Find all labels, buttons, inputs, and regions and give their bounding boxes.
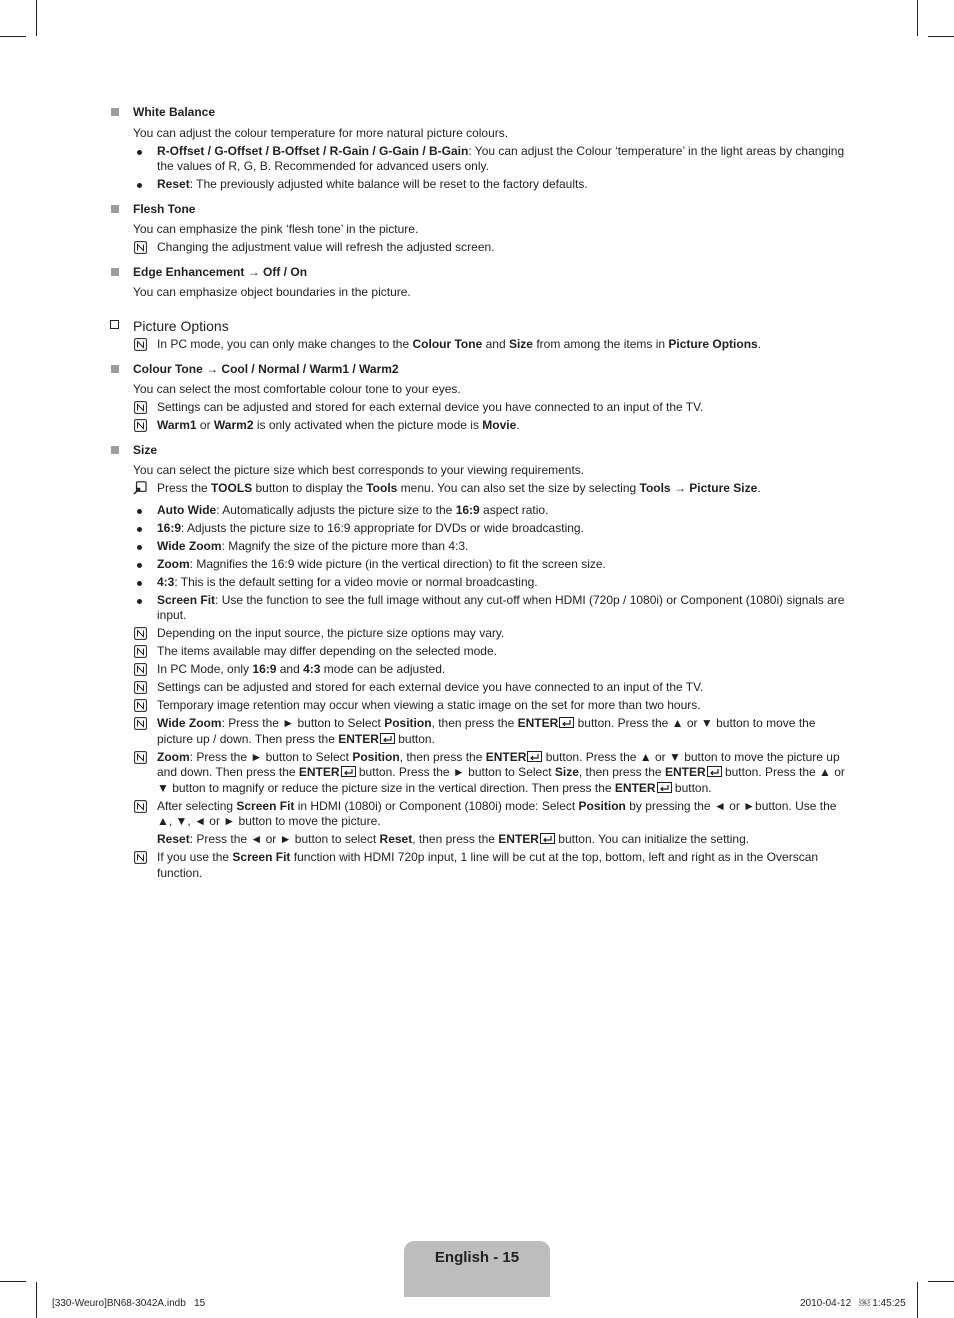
note-icon	[134, 751, 147, 764]
enter-icon	[341, 766, 356, 777]
crop-mark	[36, 0, 37, 36]
white-balance-heading: White Balance	[110, 105, 845, 121]
colour-tone-heading: Colour Tone → Cool / Normal / Warm1 / Warm2	[110, 362, 845, 378]
list-item: Auto Wide: Automatically adjusts the picture size to the 16:9 aspect ratio.	[110, 503, 845, 519]
crop-mark	[36, 1282, 37, 1318]
note-item: Warm1 or Warm2 is only activated when the picture mode is Movie.	[110, 418, 845, 434]
enter-icon	[559, 717, 574, 728]
note-item: Zoom: Press the ► button to Select Position, then press the ENTER button. Press the ▲ or ▼ button to move the picture up and down. Then press the ENTER button. Press the ► button to Select Size, then press the ENTER button. Press the ▲ or ▼ button to magnify or reduce the picture size in the vertical direction. Then press the ENTER button.	[110, 750, 845, 797]
bullet-dot-icon	[137, 563, 142, 568]
enter-icon	[657, 782, 672, 793]
square-bullet-icon	[111, 446, 119, 454]
crop-mark	[917, 1282, 918, 1318]
bullet-dot-icon	[137, 509, 142, 514]
square-bullet-icon	[111, 365, 119, 373]
note-item: Changing the adjustment value will refresh the adjusted screen.	[110, 240, 845, 256]
note-icon	[134, 645, 147, 658]
crop-mark	[928, 36, 954, 37]
size-desc: You can select the picture size which best corresponds to your viewing requirements.	[133, 463, 585, 477]
flesh-tone-heading: Flesh Tone	[110, 202, 845, 218]
square-bullet-icon	[111, 205, 119, 213]
bullet-dot-icon	[137, 527, 142, 532]
note-item: Temporary image retention may occur when viewing a static image on the set for more than two hours.	[110, 698, 845, 714]
bullet-dot-icon	[137, 545, 142, 550]
enter-icon	[527, 751, 542, 762]
crop-mark	[0, 1281, 26, 1282]
note-item: The items available may differ depending on the selected mode.	[110, 644, 845, 660]
manual-content	[110, 105, 845, 881]
edge-enhancement-desc: You can emphasize object boundaries in the picture.	[133, 285, 411, 299]
bullet-dot-icon	[137, 150, 142, 155]
white-balance-desc: You can adjust the colour temperature for more natural picture colours.	[133, 125, 509, 140]
note-icon	[134, 241, 147, 254]
note-item: Settings can be adjusted and stored for each external device you have connected to an input of the TV.	[110, 680, 845, 696]
list-item: R-Offset / G-Offset / B-Offset / R-Gain / G-Gain / B-Gain: You can adjust the Colour ‘temperature’ in the light areas by changing the values of R, G, B. Recommended for advanced users only.	[110, 144, 845, 175]
checkbox-icon	[110, 320, 119, 329]
print-slug-file: [330-Weuro]BN68-3042A.indb 15	[52, 1298, 206, 1309]
note-item: If you use the Screen Fit function with HDMI 720p input, 1 line will be cut at the top, bottom, left and right as in the Overscan function.	[110, 850, 845, 881]
note-icon	[134, 851, 147, 864]
bullet-dot-icon	[137, 581, 142, 586]
bullet-dot-icon	[137, 183, 142, 188]
crop-mark	[917, 0, 918, 36]
note-icon	[134, 419, 147, 432]
note-icon	[134, 401, 147, 414]
list-item: Wide Zoom: Magnify the size of the picture more than 4:3.	[110, 539, 845, 555]
page-number-tab	[404, 1241, 550, 1297]
tools-tip: Press the TOOLS button to display the Tools menu. You can also set the size by selecting Tools → Picture Size.	[110, 481, 845, 497]
list-item: 4:3: This is the default setting for a video movie or normal broadcasting.	[110, 575, 845, 591]
note-icon	[134, 717, 147, 730]
note-item: In PC mode, you can only make changes to the Colour Tone and Size from among the items in Picture Options.	[110, 337, 845, 353]
note-item: Settings can be adjusted and stored for each external device you have connected to an input of the TV.	[110, 400, 845, 416]
note-item: After selecting Screen Fit in HDMI (1080i) or Component (1080i) mode: Select Position by pressing the ◄ or ►button. Use the ▲, ▼, ◄ or ► button to move the picture.	[110, 799, 845, 830]
list-item: Zoom: Magnifies the 16:9 wide picture (in the vertical direction) to fit the screen size.	[110, 557, 845, 573]
colour-tone-desc: You can select the most comfortable colour tone to your eyes.	[133, 382, 461, 396]
note-icon	[134, 338, 147, 351]
size-heading: Size	[110, 443, 845, 459]
square-bullet-icon	[111, 268, 119, 276]
enter-icon	[707, 766, 722, 777]
list-item: 16:9: Adjusts the picture size to 16:9 appropriate for DVDs or wide broadcasting.	[110, 521, 845, 537]
edge-enhancement-heading: Edge Enhancement → Off / On	[110, 265, 845, 281]
page-number-label: English - 15	[434, 1249, 520, 1266]
note-icon	[134, 663, 147, 676]
note-item: Depending on the input source, the picture size options may vary.	[110, 626, 845, 642]
square-bullet-icon	[111, 108, 119, 116]
note-icon	[134, 681, 147, 694]
note-item: Wide Zoom: Press the ► button to Select Position, then press the ENTER button. Press the ▲ or ▼ button to move the picture up / down. Then press the ENTER button.	[110, 716, 845, 747]
enter-icon	[380, 733, 395, 744]
list-item: Screen Fit: Use the function to see the full image without any cut-off when HDMI (720p / 1080i) or Component (1080i) signals are input.	[110, 593, 845, 624]
bullet-dot-icon	[137, 599, 142, 604]
note-icon	[134, 627, 147, 640]
note-icon	[134, 699, 147, 712]
flesh-tone-desc: You can emphasize the pink ‘flesh tone’ in the picture.	[133, 222, 419, 236]
crop-mark	[0, 36, 26, 37]
note-item: In PC Mode, only 16:9 and 4:3 mode can be adjusted.	[110, 662, 845, 678]
tools-icon	[133, 481, 147, 495]
reset-note-continuation: Reset: Press the ◄ or ► button to select Reset, then press the ENTER button. You can initialize the setting.	[157, 832, 750, 846]
picture-options-heading: Picture Options	[110, 317, 845, 335]
crop-mark	[928, 1281, 954, 1282]
print-slug-date: 2010-04-12 ￼ 1:45:25	[800, 1298, 906, 1309]
list-item: Reset: The previously adjusted white balance will be reset to the factory defaults.	[110, 177, 845, 193]
enter-icon	[540, 833, 555, 844]
note-icon	[134, 800, 147, 813]
